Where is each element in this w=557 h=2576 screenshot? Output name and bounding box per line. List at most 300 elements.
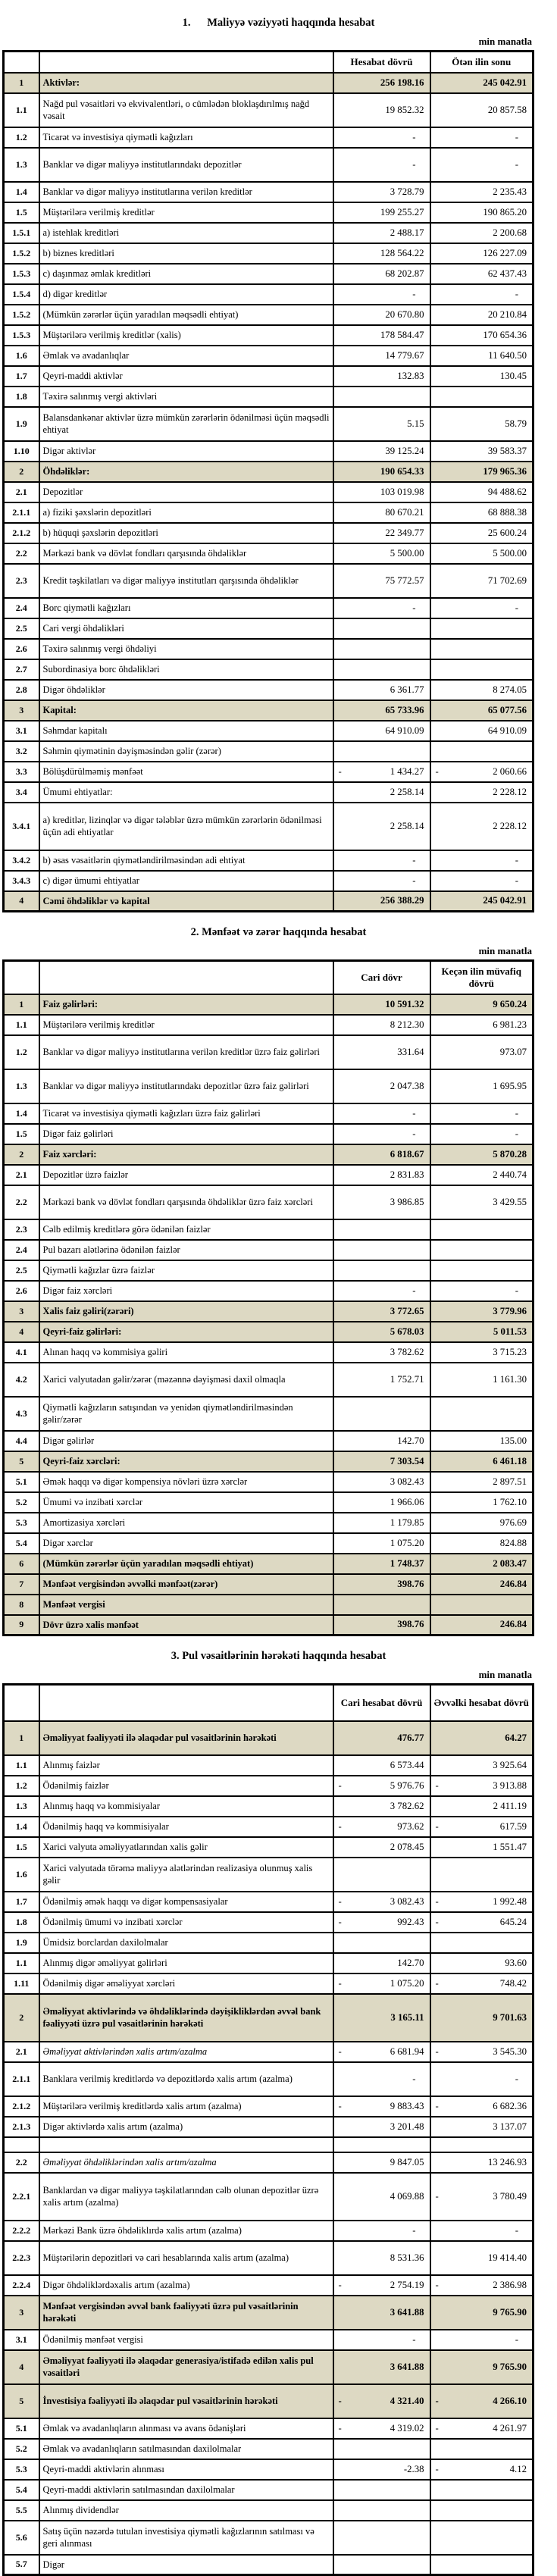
row-label-cell — [39, 2137, 333, 2152]
value-cell-previous: 20 857.58 — [430, 93, 534, 127]
value-cell-previous: 5 870.28 — [430, 1144, 534, 1165]
value-cell-current: 39 125.24 — [333, 441, 430, 462]
row-label-cell: c) digər ümumi ehtiyatlar — [39, 871, 333, 891]
column-header-empty — [39, 961, 333, 994]
row-number-cell: 1.5.2 — [4, 243, 39, 264]
table-row — [4, 1973, 534, 1994]
value-cell-current: 8 531.36 — [333, 2241, 430, 2275]
row-number-cell: 1.5 — [4, 202, 39, 223]
row-number-cell: 2.6 — [4, 1281, 39, 1301]
row-number-cell: 2.5 — [4, 618, 39, 639]
table-row — [4, 1858, 534, 1892]
row-label-cell: Qeyri-maddi aktivlərin satılmasından daxilolmalar — [39, 2480, 333, 2500]
minus-sign: - — [435, 2045, 439, 2057]
minus-sign: - — [338, 2045, 342, 2057]
value-cell-current — [333, 1973, 430, 1994]
row-label-cell: Borc qiymətli kağızları — [39, 598, 333, 618]
row-number-cell: 3.1 — [4, 2330, 39, 2350]
value-cell-previous: 126 227.09 — [430, 243, 534, 264]
row-label-cell: Alınmış faizlər — [39, 1755, 333, 1776]
value-cell-previous — [430, 2555, 534, 2575]
value-cell-previous — [430, 639, 534, 659]
amount: 2 386.98 — [493, 2279, 527, 2290]
amount: 617.59 — [499, 1820, 527, 1832]
table-row — [4, 243, 534, 264]
row-number-cell — [4, 2137, 39, 2152]
unit-label: min manatla — [478, 1669, 532, 1680]
table-row — [4, 1240, 534, 1260]
row-number-cell: 2 — [4, 1994, 39, 2042]
amount: 1 075.20 — [390, 1977, 424, 1989]
table-row — [4, 1322, 534, 1342]
value-cell-current — [333, 2096, 430, 2117]
amount: 2 060.66 — [493, 765, 527, 777]
row-label-cell: Banklar və digər maliyyə institutlarındakı depozitlər üzrə faiz gəlirləri — [39, 1069, 333, 1103]
table-row — [4, 1953, 534, 1973]
row-label-cell: Banklar və digər maliyyə institutlarına verilən kreditlər üzrə faiz gəlirləri — [39, 1035, 333, 1069]
amount: 973.62 — [397, 1820, 424, 1832]
table-row — [4, 2117, 534, 2137]
row-number-cell: 3.4.1 — [4, 803, 39, 850]
table-body — [4, 1721, 534, 2575]
row-number-cell: 4.3 — [4, 1397, 39, 1431]
value-cell-previous — [430, 2384, 534, 2418]
row-label-cell: Digər — [39, 2555, 333, 2575]
row-number-cell: 4 — [4, 2350, 39, 2384]
value-cell-current: 3 772.65 — [333, 1301, 430, 1322]
value-cell-previous — [430, 2275, 534, 2296]
row-label-cell: Nağd pul vəsaitləri və ekvivalentləri, o cümlədən bloklaşdırılmış nağd vəsait — [39, 93, 333, 127]
row-number-cell: 5.6 — [4, 2521, 39, 2555]
table-row — [4, 2152, 534, 2173]
row-label-cell: Alınmış haqq və kommisiyalar — [39, 1796, 333, 1817]
row-number-cell: 5.2 — [4, 2439, 39, 2459]
value-cell-previous: 2 897.51 — [430, 1472, 534, 1492]
table-row — [4, 1755, 534, 1776]
table-row — [4, 618, 534, 639]
value-cell-current: 10 591.32 — [333, 994, 430, 1015]
value-cell-current: 22 349.77 — [333, 523, 430, 543]
value-cell-previous: 3 137.07 — [430, 2117, 534, 2137]
row-number-cell: 1.9 — [4, 1933, 39, 1953]
table-row — [4, 387, 534, 407]
table-row — [4, 1533, 534, 1554]
value-cell-previous: - — [430, 284, 534, 305]
row-number-cell: 1.5.1 — [4, 223, 39, 243]
minus-sign: - — [435, 2100, 439, 2111]
amount: 3 082.43 — [390, 1895, 424, 1907]
table-row — [4, 2521, 534, 2555]
value-cell-previous: 39 583.37 — [430, 441, 534, 462]
row-label-cell: Banklar və digər maliyyə institutlarındakı depozitlər — [39, 148, 333, 182]
row-label-cell: Alınmış dividendlər — [39, 2500, 333, 2521]
row-number-cell: 1.11 — [4, 1973, 39, 1994]
row-label-cell: Əmək haqqı və digər kompensiya növləri üzrə xərclər — [39, 1472, 333, 1492]
row-number-cell: 2.4 — [4, 598, 39, 618]
value-cell-previous — [430, 2137, 534, 2152]
row-label-cell: d) digər kreditlər — [39, 284, 333, 305]
row-label-cell: Mənfəət vergisi — [39, 1595, 333, 1615]
table-row — [4, 680, 534, 700]
table-row — [4, 2555, 534, 2575]
table-row — [4, 1817, 534, 1837]
value-cell-previous: - — [430, 1281, 534, 1301]
table-row — [4, 1595, 534, 1615]
row-label-cell: Səhmin qiymətinin dəyişməsindən gəlir (zərər) — [39, 741, 333, 762]
value-cell-previous: 71 702.69 — [430, 564, 534, 598]
row-label-cell: Əməliyyat aktivlərində və öhdəliklərində dəyişikliklərdən əvvəl bank fəaliyyəti üzrə pul vəsaitlərinin hərəkəti — [39, 1994, 333, 2042]
value-cell-current: 1 748.37 — [333, 1554, 430, 1574]
value-cell-previous: 19 414.40 — [430, 2241, 534, 2275]
row-label-cell: (Mümkün zərərlər üçün yaradılan məqsədli ehtiyat) — [39, 305, 333, 325]
value-cell-current: 1 075.20 — [333, 1533, 430, 1554]
value-cell-current: 2 078.45 — [333, 1837, 430, 1858]
amount: 3 913.88 — [493, 1779, 527, 1791]
table-row — [4, 2330, 534, 2350]
value-cell-current — [333, 2500, 430, 2521]
table-row — [4, 1431, 534, 1451]
table-row — [4, 659, 534, 680]
minus-sign: - — [435, 1779, 439, 1791]
row-number-cell: 2 — [4, 1144, 39, 1165]
value-cell-previous: 135.00 — [430, 1431, 534, 1451]
row-number-cell: 2.1.3 — [4, 2117, 39, 2137]
row-number-cell: 1.2 — [4, 127, 39, 148]
row-number-cell: 4.4 — [4, 1431, 39, 1451]
value-cell-previous — [430, 2042, 534, 2062]
value-cell-current: 3 082.43 — [333, 1472, 430, 1492]
value-cell-previous — [430, 2521, 534, 2555]
value-cell-previous: 58.79 — [430, 407, 534, 441]
column-header-empty — [39, 52, 333, 73]
row-label-cell: Müştərilərə verilmiş kreditlər — [39, 202, 333, 223]
minus-sign: - — [435, 2190, 439, 2202]
row-number-cell: 1.6 — [4, 1858, 39, 1892]
row-number-cell: 2.1.2 — [4, 2096, 39, 2117]
column-header-empty — [4, 52, 39, 73]
row-label-cell: Ümidsiz borclardan daxilolmalar — [39, 1933, 333, 1953]
row-number-cell: 2.2.2 — [4, 2221, 39, 2241]
statement-profit-loss — [0, 926, 557, 1636]
value-cell-current — [333, 1219, 430, 1240]
value-cell-current — [333, 2439, 430, 2459]
table-row — [4, 523, 534, 543]
row-number-cell: 2.1.2 — [4, 523, 39, 543]
value-cell-current: 476.77 — [333, 1721, 430, 1755]
minus-sign: - — [338, 765, 342, 777]
value-cell-current: 5.15 — [333, 407, 430, 441]
row-number-cell: 3.4.3 — [4, 871, 39, 891]
value-cell-current: 5 500.00 — [333, 543, 430, 564]
table-row — [4, 1124, 534, 1144]
row-label-cell: Xarici valyutada törəmə maliyyə alətlərindən realizasiya olunmuş xalis gəlir — [39, 1858, 333, 1892]
row-number-cell: 1.5.3 — [4, 325, 39, 346]
value-cell-current: 64 910.09 — [333, 721, 430, 741]
minus-sign: - — [435, 2395, 439, 2406]
row-label-cell: Əmlak və avadanlıqların alınması və avans ödənişləri — [39, 2418, 333, 2439]
value-cell-previous: 64 910.09 — [430, 721, 534, 741]
value-cell-previous: - — [430, 871, 534, 891]
value-cell-current — [333, 1260, 430, 1281]
row-label-cell: Kredit təşkilatları və digər maliyyə institutları qarşısında öhdəliklər — [39, 564, 333, 598]
value-cell-previous: 9 765.90 — [430, 2296, 534, 2330]
row-label-cell: Dövr üzrə xalis mənfəət — [39, 1615, 333, 1635]
table-row — [4, 2062, 534, 2096]
value-cell-previous — [430, 2480, 534, 2500]
table-row — [4, 2137, 534, 2152]
amount: 4 321.40 — [390, 2395, 424, 2406]
value-cell-previous — [430, 1858, 534, 1892]
row-number-cell: 2.4 — [4, 1240, 39, 1260]
table-row — [4, 1776, 534, 1796]
table-row — [4, 741, 534, 762]
row-label-cell: Əməliyyat öhdəliklərindən xalis artım/azalma — [39, 2152, 333, 2173]
row-label-cell: c) daşınmaz əmlak kreditləri — [39, 264, 333, 284]
minus-sign: - — [435, 1895, 439, 1907]
value-cell-previous: 1 695.95 — [430, 1069, 534, 1103]
value-cell-current: - — [333, 1103, 430, 1124]
value-cell-previous: 179 965.36 — [430, 462, 534, 482]
value-cell-previous: 9 765.90 — [430, 2350, 534, 2384]
row-number-cell: 3.1 — [4, 721, 39, 741]
table-row — [4, 502, 534, 523]
table-row — [4, 202, 534, 223]
row-label-cell: Əməliyyat fəaliyyəti ilə əlaqədar pul vəsaitlərinin hərəkəti — [39, 1721, 333, 1755]
value-cell-current: - — [333, 871, 430, 891]
table-row — [4, 891, 534, 912]
table-row — [4, 223, 534, 243]
row-number-cell: 1.10 — [4, 441, 39, 462]
column-header: Keçən ilin müvafiq dövrü — [430, 961, 534, 994]
table-body — [4, 73, 534, 912]
row-number-cell: 1 — [4, 1721, 39, 1755]
table-row — [4, 462, 534, 482]
row-label-cell: Mənfəət vergisindən əvvəlki mənfəət(zərər) — [39, 1574, 333, 1595]
row-number-cell: 1.8 — [4, 387, 39, 407]
row-number-cell: 1.5 — [4, 1837, 39, 1858]
minus-sign: - — [435, 1916, 439, 1927]
minus-sign: - — [338, 2422, 342, 2434]
row-number-cell: 2.8 — [4, 680, 39, 700]
column-header: Hesabat dövrü — [333, 52, 430, 73]
table-row — [4, 1933, 534, 1953]
row-number-cell: 1.8 — [4, 1912, 39, 1933]
row-label-cell: b) hüquqi şəxslərin depozitləri — [39, 523, 333, 543]
value-cell-current: 2 047.38 — [333, 1069, 430, 1103]
amount: 4 319.02 — [390, 2422, 424, 2434]
value-cell-current: 199 255.27 — [333, 202, 430, 223]
amount: 2 754.19 — [390, 2279, 424, 2290]
value-cell-previous — [430, 1595, 534, 1615]
row-label-cell: Xalis faiz gəliri(zərəri) — [39, 1301, 333, 1322]
row-label-cell: Qeyri-maddi aktivlər — [39, 366, 333, 387]
value-cell-current: - — [333, 284, 430, 305]
row-label-cell: Cəmi öhdəliklər və kapital — [39, 891, 333, 912]
row-label-cell: Qiymətli kağızlar üzrə faizlər — [39, 1260, 333, 1281]
value-cell-previous: 2 440.74 — [430, 1165, 534, 1185]
row-number-cell: 2.1 — [4, 2042, 39, 2062]
amount: 6 682.36 — [493, 2100, 527, 2111]
row-number-cell: 5 — [4, 1451, 39, 1472]
amount: 4.12 — [509, 2463, 527, 2474]
row-number-cell: 1.4 — [4, 182, 39, 202]
row-label-cell: Ödənilmiş mənfəət vergisi — [39, 2330, 333, 2350]
row-label-cell: Pul bazarı alətlərinə ödənilən faizlər — [39, 1240, 333, 1260]
row-number-cell: 3.3 — [4, 762, 39, 782]
statement-title: 2. Mənfəət və zərər haqqında hesabat — [190, 926, 367, 938]
amount: 4 261.97 — [493, 2422, 527, 2434]
row-number-cell: 1.2 — [4, 1776, 39, 1796]
row-number-cell: 1.3 — [4, 1796, 39, 1817]
table-row — [4, 1912, 534, 1933]
value-cell-previous: 245 042.91 — [430, 73, 534, 93]
row-label-cell: Ödənilmiş digər əməliyyat xərcləri — [39, 1973, 333, 1994]
row-number-cell: 2 — [4, 462, 39, 482]
row-number-cell: 1.4 — [4, 1817, 39, 1837]
value-cell-previous — [430, 2459, 534, 2480]
row-label-cell: Digər faiz gəlirləri — [39, 1124, 333, 1144]
value-cell-previous: 94 488.62 — [430, 482, 534, 502]
row-number-cell: 2.1.1 — [4, 502, 39, 523]
table-row — [4, 1574, 534, 1595]
value-cell-current: 142.70 — [333, 1431, 430, 1451]
value-cell-current: 80 670.21 — [333, 502, 430, 523]
row-number-cell: 3.4.2 — [4, 850, 39, 871]
value-cell-current: 8 212.30 — [333, 1015, 430, 1035]
minus-sign: - — [338, 1779, 342, 1791]
value-cell-previous — [430, 1912, 534, 1933]
value-cell-current — [333, 387, 430, 407]
value-cell-current: 3 165.11 — [333, 1994, 430, 2042]
row-label-cell: Kapital: — [39, 700, 333, 721]
row-label-cell: a) istehlak kreditləri — [39, 223, 333, 243]
table-row — [4, 639, 534, 659]
table-row — [4, 1472, 534, 1492]
row-label-cell: Digər öhdəliklər — [39, 680, 333, 700]
value-cell-current: 178 584.47 — [333, 325, 430, 346]
row-number-cell: 3.4 — [4, 782, 39, 803]
value-cell-previous: - — [430, 127, 534, 148]
table-row — [4, 2296, 534, 2330]
row-label-cell: (Mümkün zərərlər üçün yaradılan məqsədli ehtiyat) — [39, 1554, 333, 1574]
value-cell-previous: 25 600.24 — [430, 523, 534, 543]
row-number-cell: 5.3 — [4, 1513, 39, 1533]
table-header — [4, 52, 534, 73]
value-cell-current: 132.83 — [333, 366, 430, 387]
table-header — [4, 1685, 534, 1721]
row-number-cell: 5.1 — [4, 1472, 39, 1492]
row-label-cell: Xarici valyutadan gəlir/zərər (məzənnə dəyişməsi daxil olmaqla — [39, 1363, 333, 1397]
table-row — [4, 1015, 534, 1035]
value-cell-previous: 1 161.30 — [430, 1363, 534, 1397]
value-cell-current: 6 361.77 — [333, 680, 430, 700]
minus-sign: - — [435, 2463, 439, 2474]
value-cell-previous — [430, 762, 534, 782]
value-cell-current — [333, 2384, 430, 2418]
value-cell-current: -2.38 — [333, 2459, 430, 2480]
row-number-cell: 5.5 — [4, 2500, 39, 2521]
minus-sign: - — [338, 1977, 342, 1989]
row-label-cell: Ödənilmiş ümumi və inzibati xərclər — [39, 1912, 333, 1933]
row-label-cell: Əmlak və avadanlıqlar — [39, 346, 333, 366]
row-label-cell: Mənfəət vergisindən əvvəl bank fəaliyyəti üzrə pul vəsaitlərinin hərəkəti — [39, 2296, 333, 2330]
value-cell-current: - — [333, 1124, 430, 1144]
value-cell-previous — [430, 1892, 534, 1912]
row-number-cell: 1.3 — [4, 1069, 39, 1103]
row-label-cell: Banklara verilmiş kreditlərdə və depozitlərdə xalis artım (azalma) — [39, 2062, 333, 2096]
value-cell-current: 142.70 — [333, 1953, 430, 1973]
table-row — [4, 803, 534, 850]
row-label-cell: Digər öhdəliklərdəxalis artım (azalma) — [39, 2275, 333, 2296]
value-cell-current: 9 847.05 — [333, 2152, 430, 2173]
table-row — [4, 1185, 534, 1219]
minus-sign: - — [435, 1977, 439, 1989]
value-cell-current: 3 201.48 — [333, 2117, 430, 2137]
row-label-cell: Mərkəzi bank və dövlət fondları qarşısında öhdəliklər üzrə faiz xərcləri — [39, 1185, 333, 1219]
row-number-cell: 2.3 — [4, 1219, 39, 1240]
row-number-cell: 2.2 — [4, 1185, 39, 1219]
value-cell-previous: 20 210.84 — [430, 305, 534, 325]
table-row — [4, 700, 534, 721]
row-number-cell: 2.1 — [4, 1165, 39, 1185]
row-label-cell: Cari vergi öhdəlikləri — [39, 618, 333, 639]
row-label-cell: Səhmdar kapitalı — [39, 721, 333, 741]
row-label-cell: Müştərilərə verilmiş kreditlərdə xalis artım (azalma) — [39, 2096, 333, 2117]
row-label-cell: Qeyri-maddi aktivlərin alınması — [39, 2459, 333, 2480]
table-row — [4, 2350, 534, 2384]
row-label-cell: Qiymətli kağızların satışından və yenidən qiymətləndirilməsindən gəlir/zərər — [39, 1397, 333, 1431]
value-cell-current: - — [333, 598, 430, 618]
value-cell-previous — [430, 1933, 534, 1953]
value-cell-current: 68 202.87 — [333, 264, 430, 284]
row-label-cell: Banklardan və digər maliyyə təşkilatlarından cəlb olunan depozitlər üzrə xalis artım (azalma) — [39, 2173, 333, 2221]
row-label-cell: Faiz gəlirləri: — [39, 994, 333, 1015]
table-row — [4, 543, 534, 564]
row-label-cell: Qeyri-faiz xərcləri: — [39, 1451, 333, 1472]
value-cell-current: 7 303.54 — [333, 1451, 430, 1472]
row-number-cell: 1.9 — [4, 407, 39, 441]
value-cell-previous: 976.69 — [430, 1513, 534, 1533]
value-cell-previous: 246.84 — [430, 1574, 534, 1595]
value-cell-previous — [430, 387, 534, 407]
value-cell-previous: 62 437.43 — [430, 264, 534, 284]
value-cell-current — [333, 1595, 430, 1615]
row-label-cell: İnvestisiya fəaliyyəti ilə əlaqədar pul vəsaitlərinin hərəkəti — [39, 2384, 333, 2418]
amount: 4 266.10 — [493, 2395, 527, 2406]
value-cell-current: 1 966.06 — [333, 1492, 430, 1513]
value-cell-current — [333, 1240, 430, 1260]
value-cell-previous: 130.45 — [430, 366, 534, 387]
value-cell-previous: - — [430, 1103, 534, 1124]
row-number-cell: 5 — [4, 2384, 39, 2418]
column-header-row — [4, 52, 534, 73]
value-cell-current: 3 641.88 — [333, 2350, 430, 2384]
table-row — [4, 1069, 534, 1103]
minus-sign: - — [338, 2395, 342, 2406]
table-row — [4, 2418, 534, 2439]
value-cell-previous: 973.07 — [430, 1035, 534, 1069]
value-cell-previous — [430, 1260, 534, 1281]
value-cell-previous: 65 077.56 — [430, 700, 534, 721]
row-number-cell: 1.5 — [4, 1124, 39, 1144]
table-row — [4, 871, 534, 891]
value-cell-previous — [430, 618, 534, 639]
row-label-cell: b) biznes kreditləri — [39, 243, 333, 264]
table-row — [4, 1144, 534, 1165]
table-row — [4, 1796, 534, 1817]
value-cell-previous: 824.88 — [430, 1533, 534, 1554]
row-label-cell: Digər xərclər — [39, 1533, 333, 1554]
